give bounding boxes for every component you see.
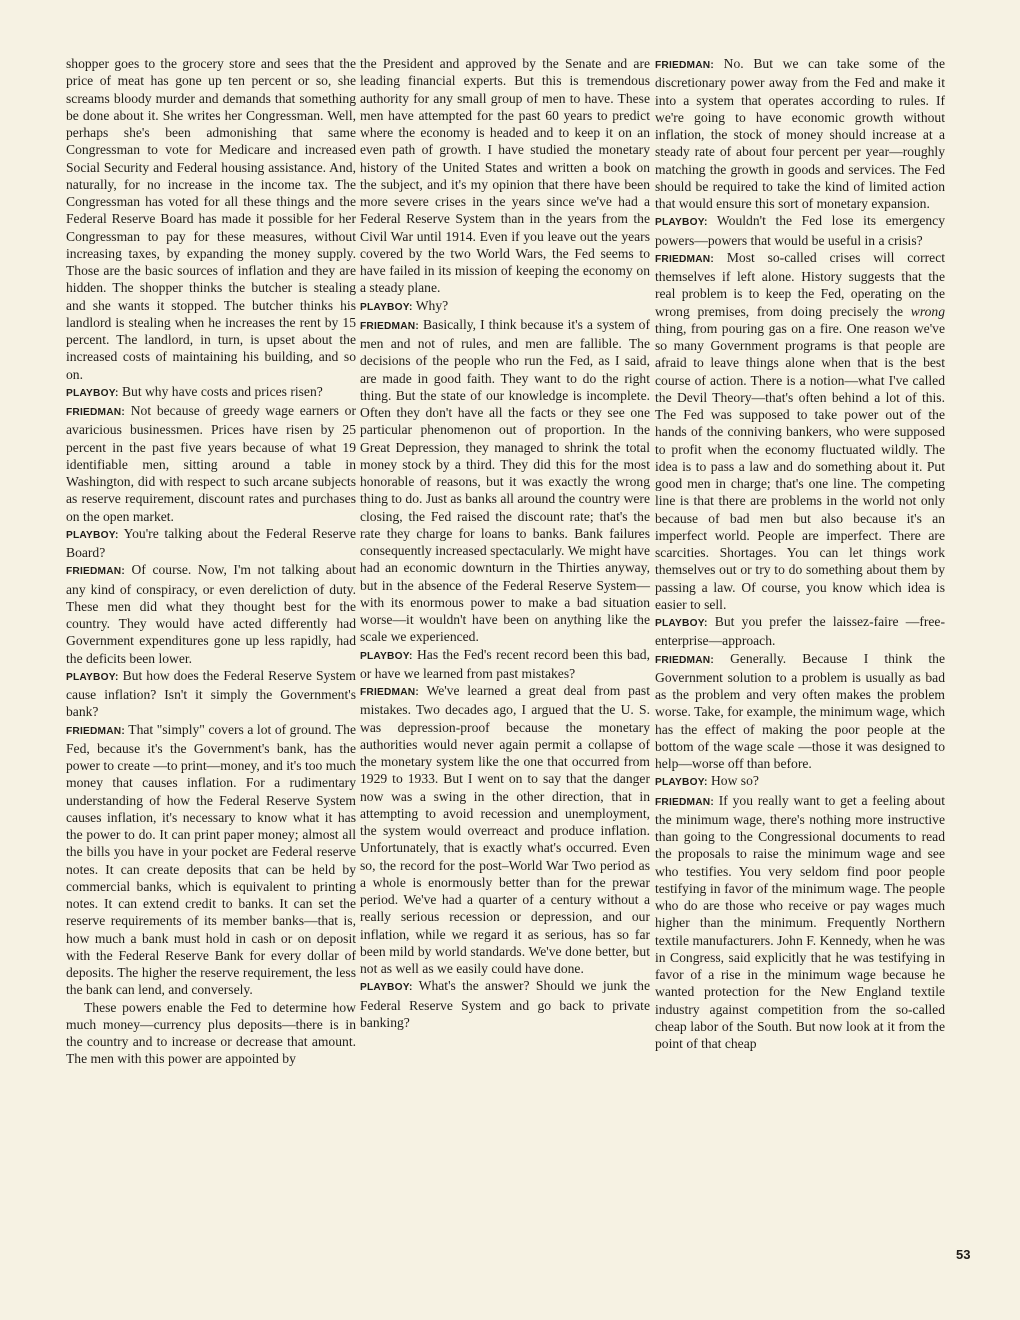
interview-paragraph <box>655 249 945 613</box>
interview-paragraph <box>360 316 650 646</box>
speaker-label: PLAYBOY: <box>66 671 119 683</box>
interview-paragraph <box>66 667 356 721</box>
paragraph-text: But why have costs and prices risen? <box>121 383 323 399</box>
interview-paragraph <box>66 525 356 562</box>
paragraph-text: What's the answer? Should we junk the Federal Reserve System and go back to private banking? <box>360 978 650 1030</box>
paragraph-text: Of course. Now, I'm not talking about any kind of conspiracy, or even dereliction of duty. These men did what they thought best for the country. They would have acted differently had Government expenditures gone up less rapidly, had the deficits been lower. <box>66 562 356 666</box>
speaker-label: FRIEDMAN: <box>360 687 419 698</box>
paragraph-text: But you prefer the laissez-faire —free-enterprise—approach. <box>655 614 945 649</box>
interview-paragraph <box>66 561 356 667</box>
interview-paragraph <box>66 402 356 525</box>
paragraph-text: Not because of greedy wage earners or avaricious businessmen. Prices have risen by 25 percent in the past five years because of what 19 identifiable men, sitting around a table in Washington, did with respect to such arcane subjects as reserve requirement, discount rates and purchases on the open market. <box>66 403 356 524</box>
speaker-label: FRIEDMAN: <box>66 725 125 737</box>
speaker-label: PLAYBOY: <box>655 777 708 789</box>
interview-paragraph <box>360 646 650 683</box>
interview-paragraph <box>360 682 650 977</box>
paragraph-text: These powers enable the Fed to determine how much money—currency plus deposits—there is in the country and to increase or decrease that amount. The men with this power are appointed by <box>66 999 356 1067</box>
speaker-label: FRIEDMAN: <box>655 253 714 265</box>
speaker-label: PLAYBOY: <box>66 529 119 541</box>
speaker-label: FRIEDMAN: <box>66 407 125 418</box>
paragraph-text: You're talking about the Federal Reserve Board? <box>66 525 356 560</box>
paragraph-text: Has the Fed's recent record been this bad, or have we learned from past mistakes? <box>360 646 650 681</box>
interview-paragraph <box>655 613 945 650</box>
paragraph-text: shopper goes to the grocery store and sees that the price of meat has gone up ten percent or so, she screams bloody murder and demands that something be done about it. She writes her Congressman. Well, perhaps she's been admonishing that same Congressman to vote for Medicare and increased Social Security and Federal housing assistance. And, naturally, for no increase in the income tax. The Congressman has voted for all these things and the Federal Reserve Board has made it possible for her Congressman to pay for these measures, without increasing taxes, by expanding the money supply. Those are the basic sources of inflation and they are hidden. The shopper thinks the butcher is stealing and she wants it stopped. The butcher thinks his landlord is stealing when he increases the rent by 15 percent. The landlord, in turn, is upset about the increased costs of maintaining his building, and so on. <box>66 56 356 382</box>
interview-paragraph <box>655 55 945 212</box>
body-paragraph <box>66 55 356 383</box>
text-column-2 <box>360 55 650 1031</box>
body-paragraph <box>360 55 650 297</box>
speaker-label: PLAYBOY: <box>360 650 413 662</box>
text-column-1 <box>66 55 356 1068</box>
interview-paragraph <box>66 383 356 402</box>
interview-paragraph <box>655 792 945 1053</box>
text-column-3 <box>655 55 945 1052</box>
speaker-label: FRIEDMAN: <box>655 796 714 808</box>
speaker-label: FRIEDMAN: <box>360 320 419 332</box>
speaker-label: FRIEDMAN: <box>655 60 714 71</box>
paragraph-text: No. But we can take some of the discretionary power away from the Fed and make it into a system that operates according to rules. If we're going to have economic growth without inflation, the stock of money should increase at a steady rate of about four percent per year—roughly matching the growth in goods and services. The Fed should be required to take the kind of limited action that would ensure this sort of monetary expansion. <box>655 56 945 211</box>
interview-paragraph <box>360 297 650 316</box>
paragraph-text: the President and approved by the Senate and are leading financial experts. But this is tremendous authority for any small group of men to have. These men have attempted for the past 60 years to predict where the economy is headed and to keep it on an even path of growth. I have studied the monetary history of the United States and written a book on the subject, and it's my opinion that there have been more severe crises in the years since we've had a Federal Reserve System than in the years from the Civil War until 1914. Even if you leave out the years covered by the two World Wars, the Fed seems to have failed in its mission of keeping the economy on a steady plane. <box>360 56 650 296</box>
speaker-label: PLAYBOY: <box>66 387 119 399</box>
paragraph-text: We've learned a great deal from past mistakes. Two decades ago, I argued that the U. S. was depression-proof because the monetary authorities would never again permit a collapse of the monetary system like the one that occurred from 1929 to 1933. But I went on to say that the danger now was a swing in the other direction, that in attempting to avoid recession and unemployment, the system would overreact and produce inflation. Unfortunately, that is exactly what's occurred. Even so, the record for the post–World War Two period as a whole is enormously better than for the prewar period. We've had a quarter of a century without a really serious recession or depression, and our inflation, while we regard it as serious, has so far been mild by world standards. We've done better, but not as well as we easily could have done. <box>360 683 651 976</box>
emphasis: wrong <box>910 303 945 319</box>
paragraph-text: Wouldn't the Fed lose its emergency powers—powers that would be useful in a crisis? <box>655 213 946 248</box>
paragraph-text: Most so-called crises will correct themselves if left alone. History suggests that the real problem is to keep the Fed, operating on the wrong premises, from doing precisely the wrong thing, from pouring gas on a fire. One reason we've so many Government programs is that people are afraid to leave things alone when that is the best course of action. There is a notion—what I've called the Devil Theory—that's often behind a lot of this. The Fed was supposed to take power out of the hands of the conniving bankers, who were supposed to profit when the economy fluctuated wildly. The idea is to pass a law and do something about it. Put good men in charge; that's one line. The competing line is that there are problems in the world not only because of bad men but also because it's an imperfect world. People are imperfect. There are scarcities. Shortages. You can let things work themselves out or try to do something about them by passing a law. Of course, you know which idea is easier to sell. <box>655 249 945 612</box>
paragraph-text: If you really want to get a feeling about the minimum wage, there's nothing more instructive than going to the Congressional documents to read the proposals to raise the minimum wage and see who testifies. You very seldom find poor people testifying in favor of the minimum wage. The people who do are those who receive or pay wages much higher than the minimum. Frequently Northern textile manufacturers. John F. Kennedy, when he was in Congress, said explicitly that he was testifying in favor of a rise in the minimum wage because he wanted protection for the New England textile industry against competition from the so-called cheap labor of the South. But now look at it from the point of that cheap <box>655 792 945 1051</box>
interview-paragraph <box>66 721 356 999</box>
paragraph-text: But how does the Federal Reserve System cause inflation? Isn't it simply the Government's bank? <box>66 667 356 720</box>
interview-paragraph <box>655 650 945 773</box>
body-paragraph <box>66 999 356 1068</box>
speaker-label: PLAYBOY: <box>655 618 708 629</box>
paragraph-text: Why? <box>415 297 449 313</box>
interview-paragraph <box>360 977 650 1031</box>
interview-paragraph <box>655 772 945 791</box>
paragraph-text: How so? <box>710 773 759 789</box>
paragraph-text: Basically, I think because it's a system of men and not of rules, and men are fallible. The decisions of the people who run the Fed, as I said, are made in good faith. They want to do the right thing. But the state of our knowledge is incomplete. Often they don't have all the facts or they see one particular phenomenon out of proportion. In the Great Depression, they managed to shrink the total money stock by a third. They did this for the most honorable of reasons, but it was exactly the wrong thing to do. Just as banks all around the country were closing, the Fed raised the discount rate; that's the rate they charge for loans to banks. Bank failures consequently increased spectacularly. We might have had an economic downturn in the Thirties anyway, but in the absence of the Federal Reserve System—with its enormous power to make a bad situation worse—it wouldn't have been on anything like the scale we experienced. <box>360 316 650 645</box>
paragraph-text: Generally. Because I think the Government solution to a problem is usually as bad as the problem and very often makes the problem worse. Take, for example, the minimum wage, which has the effect of making the poor people at the bottom of the wage scale —those it was designed to help—worse off than before. <box>655 650 945 771</box>
page-number: 53 <box>956 1247 971 1262</box>
speaker-label: PLAYBOY: <box>655 217 708 229</box>
interview-paragraph <box>655 212 945 249</box>
speaker-label: FRIEDMAN: <box>66 566 125 578</box>
speaker-label: PLAYBOY: <box>360 301 413 313</box>
speaker-label: FRIEDMAN: <box>655 654 714 666</box>
speaker-label: PLAYBOY: <box>360 982 413 994</box>
paragraph-text: That "simply" covers a lot of ground. The Fed, because it's the Government's bank, has the power to create —to print—money, and it's too much money that causes inflation. For a rudimentary understanding of how the Federal Reserve System causes inflation, it's necessary to know what it has the power to do. It can print paper money; almost all the bills you have in your pocket are Federal reserve notes. It can create deposits that can be held by commercial banks, which is equivalent to printing notes. It can extend credit to banks. It can set the reserve requirements of its member banks—that is, how much a bank must hold in cash or on deposit with the Federal Reserve Bank for every dollar of deposits. The higher the reserve requirement, the less the bank can lend, and conversely. <box>66 721 357 998</box>
